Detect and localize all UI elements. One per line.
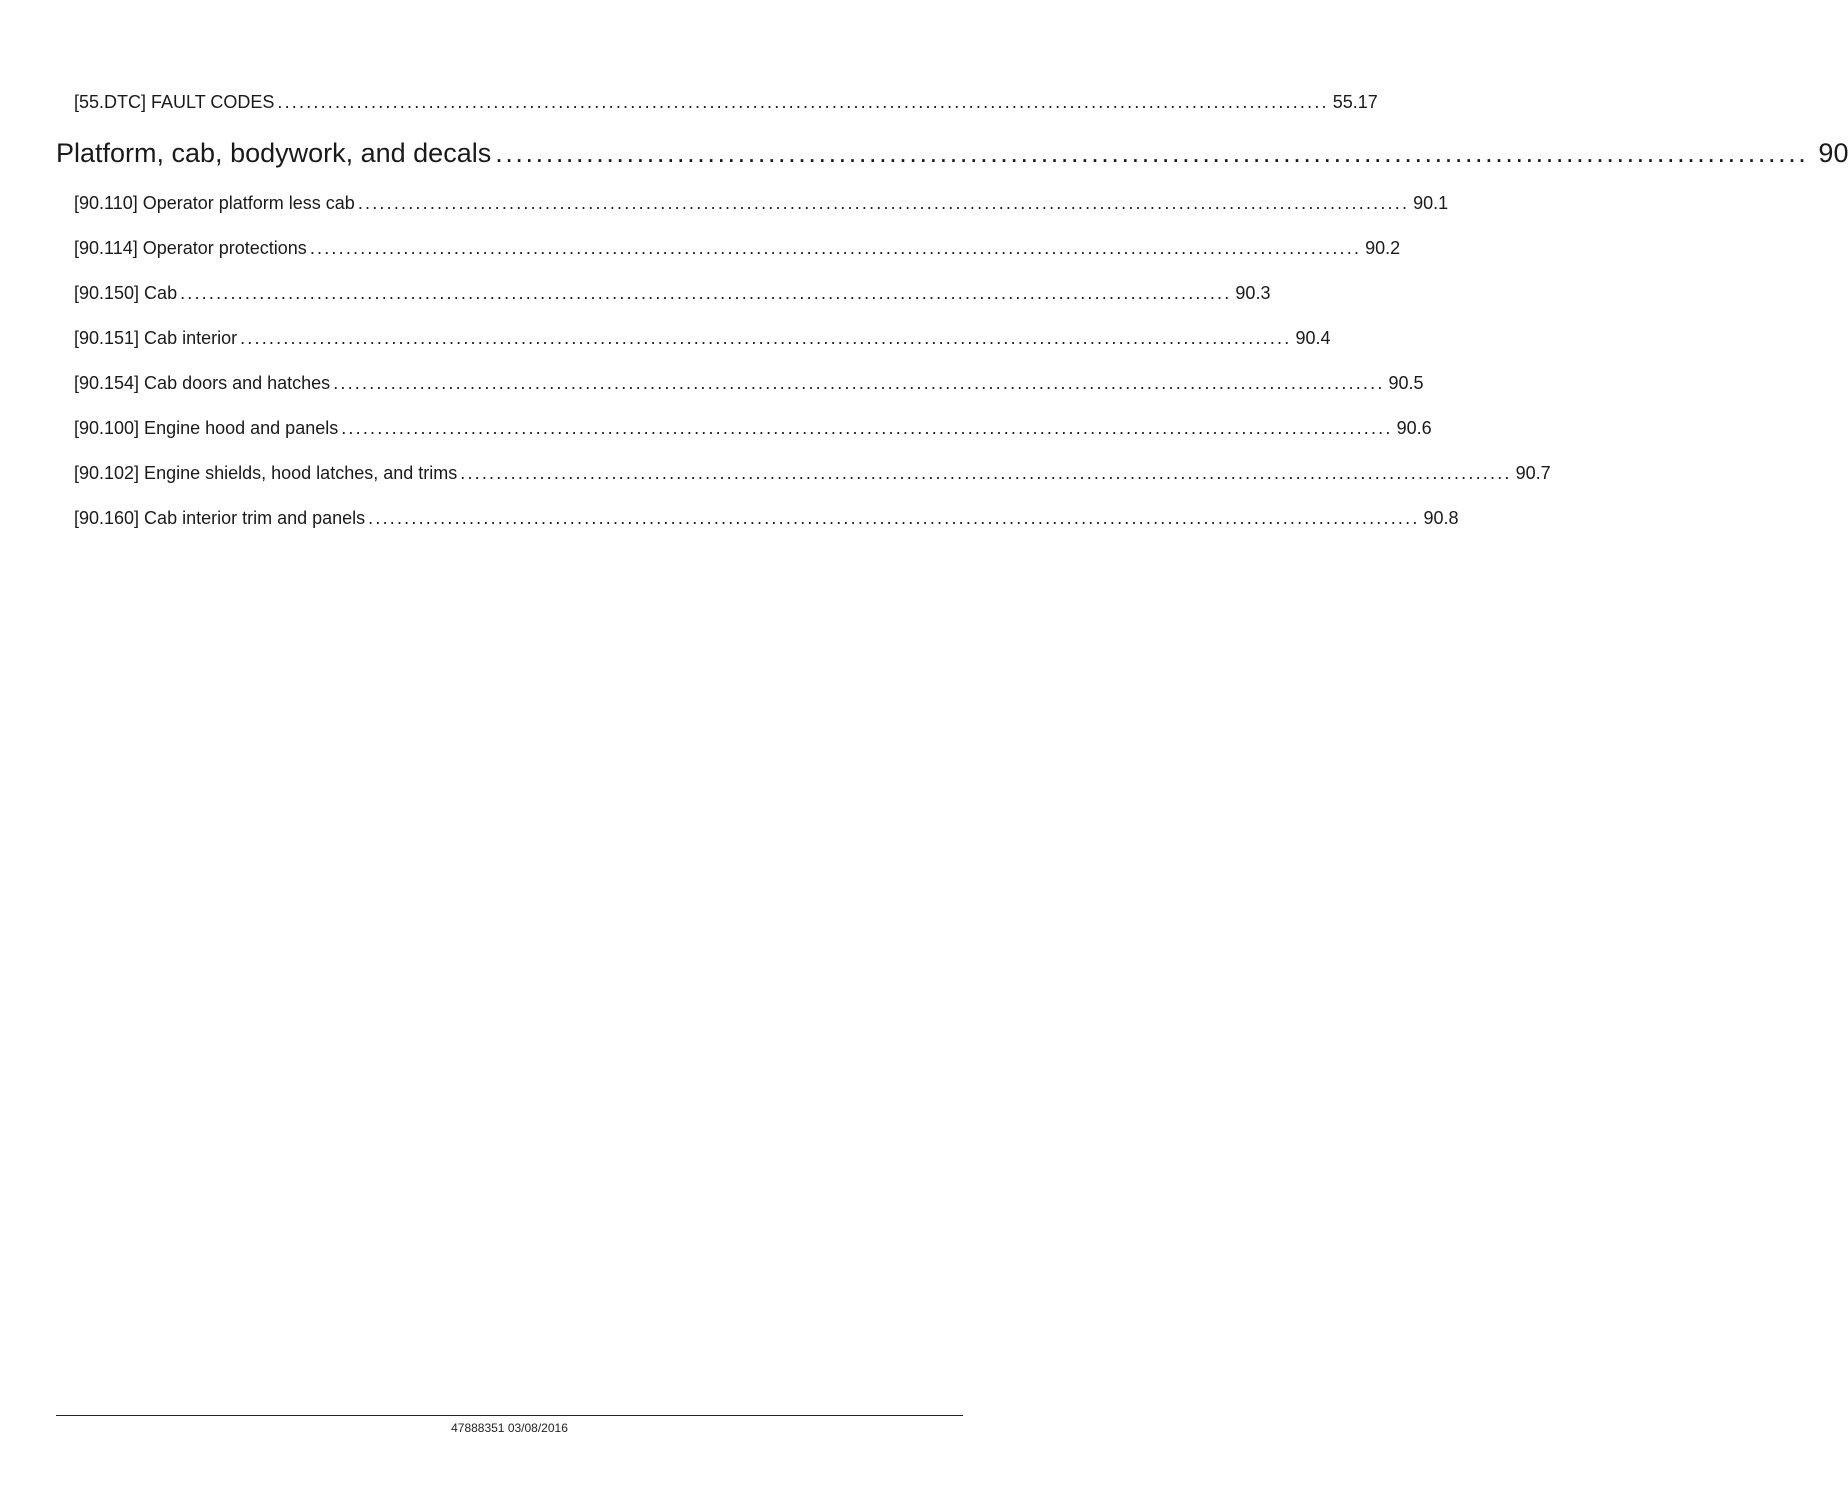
toc-section-90[interactable] — [56, 138, 1848, 174]
toc-entry-page: 90.5 — [1388, 373, 1424, 393]
dot-leader: .................................................................................................................................................. — [341, 418, 1393, 438]
toc-entry[interactable] — [74, 373, 1424, 397]
toc-entry-55-dtc[interactable] — [74, 92, 1378, 116]
dot-leader: .................................................................................................................................................. — [368, 508, 1420, 528]
toc-entry[interactable] — [74, 283, 1271, 307]
toc-entry-title: [90.110] Operator platform less cab — [74, 193, 355, 213]
toc-entry-title: [90.114] Operator protections — [74, 238, 307, 258]
toc-entry-title: [90.102] Engine shields, hood latches, and trims — [74, 463, 458, 483]
dot-leader: .................................................................................................................................. — [495, 138, 1809, 168]
dot-leader: .................................................................................................................................................. — [333, 373, 1385, 393]
dot-leader: .................................................................................................................................................. — [240, 328, 1292, 348]
toc-entry-page: 90.2 — [1365, 238, 1401, 258]
dot-leader: .................................................................................................................................................. — [460, 463, 1512, 483]
toc-entry-page: 90.1 — [1413, 193, 1449, 213]
toc-entry-title: [90.154] Cab doors and hatches — [74, 373, 331, 393]
toc-entry[interactable] — [74, 238, 1401, 262]
toc-entry-page: 90.7 — [1515, 463, 1551, 483]
dot-leader: .................................................................................................................................................. — [357, 193, 1410, 213]
dot-leader: .................................................................................................................................................. — [180, 283, 1232, 303]
dot-leader: .................................................................................................................................................. — [277, 92, 1329, 112]
toc-entry-page: 90.6 — [1396, 418, 1432, 438]
toc-entry[interactable] — [74, 418, 1432, 442]
toc-entry-title: [90.151] Cab interior — [74, 328, 238, 348]
toc-entry[interactable] — [74, 508, 1459, 532]
toc-entry-title: [55.DTC] FAULT CODES — [74, 92, 275, 112]
toc-section-title: Platform, cab, bodywork, and decals — [56, 138, 492, 168]
toc-entry-page: 90.4 — [1295, 328, 1331, 348]
dot-leader: .................................................................................................................................................. — [309, 238, 1362, 258]
toc-entry[interactable] — [74, 463, 1551, 487]
toc-entry-title: [90.160] Cab interior trim and panels — [74, 508, 366, 528]
toc-entry-page: 55.17 — [1332, 92, 1378, 112]
footer-rule — [56, 1415, 963, 1416]
toc-entry[interactable] — [74, 193, 1449, 217]
toc-entry-title: [90.150] Cab — [74, 283, 178, 303]
toc-section-page: 90 — [1818, 138, 1848, 168]
toc-entry-title: [90.100] Engine hood and panels — [74, 418, 339, 438]
toc-entry-page: 90.3 — [1235, 283, 1271, 303]
toc-entry-page: 90.8 — [1423, 508, 1459, 528]
footer-document-id: 47888351 03/08/2016 — [451, 1421, 568, 1435]
toc-entry[interactable] — [74, 328, 1331, 352]
